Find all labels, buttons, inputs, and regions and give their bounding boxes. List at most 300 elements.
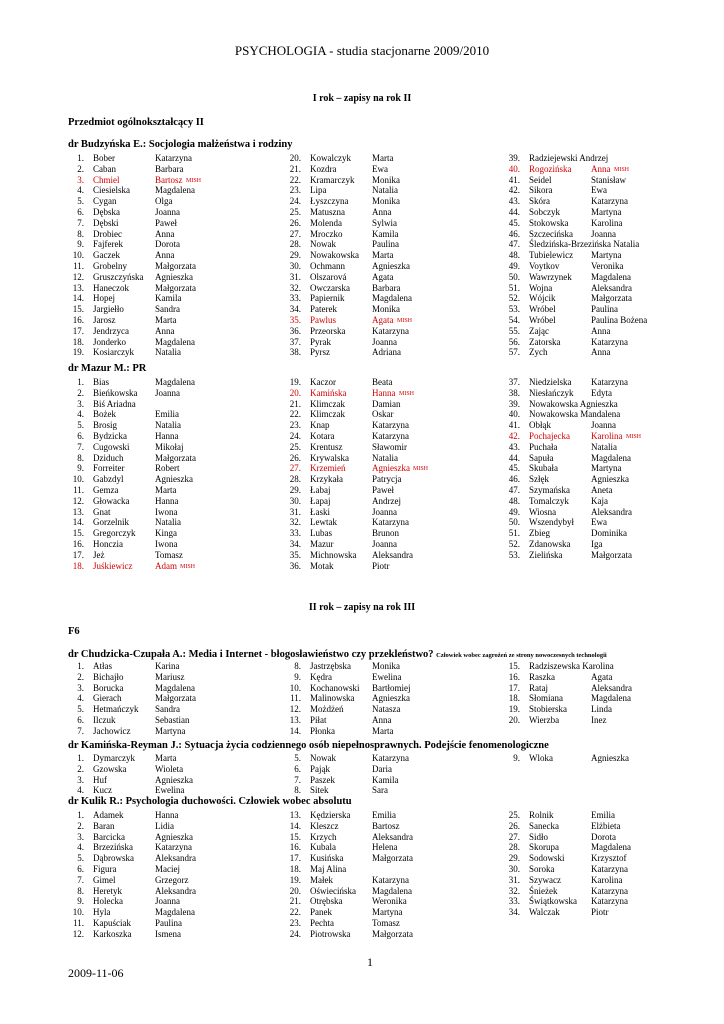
first-name: Katarzyna (591, 896, 628, 907)
surname: Kędra (310, 671, 332, 682)
entry-number: 26. (289, 217, 301, 228)
entry-number: 1. (77, 377, 84, 387)
surname: Molenda (310, 217, 342, 228)
entry-number: 34. (289, 538, 301, 549)
first-name: Dominika (591, 528, 627, 539)
surname: Sodowski (529, 853, 565, 864)
surname: Figura (93, 863, 117, 874)
entry-number: 5. (77, 196, 84, 207)
entry-number: 7. (77, 725, 84, 736)
entry-number: 21. (289, 398, 301, 409)
surname: Sanecka (529, 820, 559, 831)
surname: Brosig (93, 420, 118, 431)
entry-number: 8. (77, 452, 84, 463)
entry-number: 13. (72, 506, 84, 517)
page-number: 1 (367, 955, 373, 969)
surname: Papiernik (310, 293, 345, 304)
first-name: Katarzyna (591, 885, 628, 896)
entry-number: 18. (72, 560, 84, 571)
first-name: Sandra (155, 304, 180, 315)
first-name: Marta (155, 314, 177, 325)
entry-number: 46. (508, 228, 520, 239)
first-name: Piotr (372, 560, 390, 571)
entry-number: 5. (294, 753, 301, 763)
surname: Radziejewski Andrzej (529, 153, 609, 163)
surname: Zych (529, 347, 548, 358)
first-name: Magdalena (155, 336, 195, 347)
surname: Ciesielska (93, 185, 130, 196)
entry-number: 15. (289, 831, 301, 842)
first-name: Bartosz (372, 820, 400, 831)
entry-number: 15. (72, 528, 84, 539)
surname: Paterek (310, 304, 337, 315)
first-name: Martyna (155, 725, 186, 736)
entry-number: 3. (77, 682, 84, 693)
entry-number: 4. (77, 185, 84, 196)
mish-badge: MISH (413, 466, 429, 473)
entry-number: 4. (77, 785, 84, 796)
surname: Hopej (93, 293, 115, 304)
first-name: Natalia (155, 517, 181, 528)
surname: Biś Ariadna (93, 398, 136, 409)
entry-number: 21. (289, 896, 301, 907)
first-name: Iwona (155, 538, 178, 549)
entry-number: 20. (289, 885, 301, 896)
first-name: Magdalena (155, 907, 195, 918)
entry-number: 13. (289, 714, 301, 725)
first-name: Agnieszka (155, 831, 193, 842)
mish-badge: MISH (626, 433, 642, 440)
surname: Ochmann (310, 260, 345, 271)
surname: Atłas (93, 661, 112, 671)
entry-number: 42. (508, 430, 520, 441)
first-name: Marta (155, 753, 177, 763)
entry-number: 24. (289, 430, 301, 441)
first-name: Weronika (372, 896, 407, 907)
surname: Kusińska (310, 853, 344, 864)
first-name: Adriana (372, 347, 401, 358)
entry-number: 11. (73, 917, 84, 928)
surname: Juśkiewicz (93, 560, 133, 571)
surname: Gnat (93, 506, 111, 517)
first-name: Katarzyna (372, 325, 409, 336)
entry-number: 28. (508, 842, 520, 853)
entry-number: 5. (77, 704, 84, 715)
surname: Jendrzyca (93, 325, 129, 336)
surname: Jarosz (93, 314, 116, 325)
first-name: Paulina (155, 917, 182, 928)
first-name: Katarzyna (372, 430, 409, 441)
first-name: Sebastian (155, 714, 190, 725)
first-name: Emilia (155, 409, 179, 420)
entry-number: 52. (508, 293, 520, 304)
first-name: Magdalena (155, 682, 195, 693)
first-name: Joanna (155, 896, 180, 907)
entry-number: 17. (289, 853, 301, 864)
entry-number: 2. (77, 763, 84, 774)
first-name: Sylwia (372, 217, 398, 228)
page-header: PSYCHOLOGIA - studia stacjonarne 2009/2010 (234, 43, 490, 58)
entry-number: 5. (77, 420, 84, 431)
group-title-chudzicka-text: dr Chudzicka-Czupała A.: Media i Internet - błogosławieństwo czy przekleństwo? (68, 649, 434, 660)
first-name: Andrzej (372, 495, 401, 506)
first-name: Maciej (155, 863, 180, 874)
entry-number: 19. (508, 704, 520, 715)
entry-number: 41. (508, 174, 520, 185)
first-name: Aleksandra (591, 282, 632, 293)
entry-number: 37. (289, 336, 301, 347)
first-name: Barbara (372, 282, 401, 293)
surname: Skubała (529, 463, 558, 474)
mish-badge: MISH (397, 317, 413, 324)
entry-number: 35. (289, 549, 301, 560)
entry-number: 34. (508, 907, 520, 918)
first-name: Oskar (372, 409, 394, 420)
first-name: Aleksandra (155, 885, 196, 896)
surname: Nowakowska Agnieszka (529, 398, 618, 409)
surname: Paszek (310, 774, 335, 785)
entry-number: 24. (289, 196, 301, 207)
entry-number: 22. (289, 174, 301, 185)
surname: Nowakowska Mandalena (529, 409, 621, 420)
first-name: Paweł (155, 217, 177, 228)
group-title-budzynska: dr Budzyńska E.: Socjologia małżeństwa i rodziny (68, 139, 293, 150)
surname: Bożek (93, 409, 116, 420)
entry-number: 22. (289, 409, 301, 420)
entry-number: 17. (72, 325, 84, 336)
first-name: Emilia (372, 810, 396, 820)
entry-number: 52. (508, 538, 520, 549)
surname: Karkoszka (93, 928, 132, 939)
entry-number: 9. (294, 671, 301, 682)
first-name: Natalia (155, 420, 181, 431)
first-name: Bartosz (155, 174, 183, 185)
first-name: Kaja (591, 495, 608, 506)
surname: Możdżeń (310, 704, 344, 715)
first-name: Aleksandra (591, 506, 632, 517)
entry-number: 7. (77, 217, 84, 228)
surname: Bober (93, 153, 115, 163)
surname: Obłąk (529, 420, 551, 431)
first-name: Anna (591, 325, 611, 336)
first-name: Małgorzata (155, 282, 196, 293)
first-name: Agnieszka (372, 693, 410, 704)
first-name: Iwona (155, 506, 178, 517)
first-name: Natasza (372, 704, 401, 715)
surname: Sitek (310, 785, 329, 796)
entry-number: 2. (77, 387, 84, 398)
entry-number: 1. (77, 153, 84, 163)
surname: Bieńkowska (93, 387, 138, 398)
surname: Kucz (93, 785, 112, 796)
surname: Nowakowska (310, 250, 359, 261)
entry-number: 31. (289, 506, 301, 517)
surname: Gemza (93, 484, 119, 495)
surname: Kaczor (310, 377, 336, 387)
surname: Jachowicz (93, 725, 131, 736)
surname: Sikora (529, 185, 553, 196)
first-name: Hanna (155, 810, 179, 820)
first-name: Anna (372, 714, 392, 725)
first-name: Linda (591, 704, 612, 715)
entry-number: 44. (508, 452, 520, 463)
surname: Jeż (93, 549, 105, 560)
entry-number: 30. (289, 495, 301, 506)
first-name: Ewelina (155, 785, 185, 796)
first-name: Agnieszka (591, 474, 629, 485)
surname: Wróbel (529, 314, 556, 325)
surname: Kramarczyk (310, 174, 355, 185)
entry-number: 31. (508, 874, 520, 885)
entry-number: 4. (77, 409, 84, 420)
entry-number: 51. (508, 528, 520, 539)
entry-number: 34. (289, 304, 301, 315)
surname: Kosiarczyk (93, 347, 134, 358)
surname: Owczarska (310, 282, 350, 293)
first-name: Małgorzata (591, 549, 632, 560)
first-name: Mikołaj (155, 441, 184, 452)
surname: Dębski (93, 217, 119, 228)
entry-number: 26. (508, 820, 520, 831)
entry-number: 3. (77, 398, 84, 409)
year1-heading: I rok – zapisy na rok II (312, 93, 412, 104)
entry-number: 24. (289, 928, 301, 939)
first-name: Tomasz (155, 549, 183, 560)
first-name: Katarzyna (591, 377, 628, 387)
entry-number: 1. (77, 753, 84, 763)
surname: Pyrak (310, 336, 331, 347)
entry-number: 7. (77, 874, 84, 885)
entry-number: 43. (508, 196, 520, 207)
entry-number: 19. (72, 347, 84, 358)
first-name: Emilia (591, 810, 615, 820)
surname: Bydzicka (93, 430, 127, 441)
first-name: Wioleta (155, 763, 184, 774)
entry-number: 26. (289, 452, 301, 463)
first-name: Agnieszka (372, 463, 410, 474)
first-name: Agata (591, 671, 613, 682)
entry-number: 9. (513, 753, 520, 763)
entry-number: 41. (508, 420, 520, 431)
entry-number: 33. (508, 896, 520, 907)
surname: Nowak (310, 239, 336, 250)
surname: Śnieżek (529, 885, 558, 896)
first-name: Lidia (155, 820, 174, 831)
surname: Gierach (93, 693, 122, 704)
entry-number: 18. (72, 336, 84, 347)
first-name: Karina (155, 661, 180, 671)
entry-number: 51. (508, 282, 520, 293)
first-name: Agnieszka (372, 260, 410, 271)
group-title-mazur: dr Mazur M.: PR (68, 363, 147, 374)
surname: Oświecińska (310, 885, 356, 896)
entry-number: 49. (508, 260, 520, 271)
first-name: Natalia (155, 347, 181, 358)
entry-number: 5. (77, 853, 84, 864)
first-name: Karolina (591, 217, 623, 228)
entry-number: 3. (77, 774, 84, 785)
first-name: Veronika (591, 260, 624, 271)
surname: Dziduch (93, 452, 124, 463)
first-name: Hanna (155, 495, 179, 506)
first-name: Tomasz (372, 917, 400, 928)
entry-number: 48. (508, 250, 520, 261)
surname: Piłat (310, 714, 327, 725)
surname: Kamińska (310, 387, 347, 398)
first-name: Marta (372, 153, 394, 163)
first-name: Agnieszka (155, 474, 193, 485)
entry-number: 25. (508, 810, 520, 820)
entry-number: 11. (73, 260, 84, 271)
entry-number: 32. (289, 517, 301, 528)
entry-number: 9. (77, 896, 84, 907)
surname: Klimczak (310, 398, 345, 409)
surname: Walczak (529, 907, 560, 918)
surname: Lipa (310, 185, 327, 196)
first-name: Aleksandra (372, 549, 413, 560)
first-name: Marta (372, 725, 394, 736)
surname: Michnowska (310, 549, 357, 560)
first-name: Hanna (372, 387, 396, 398)
surname: Motak (310, 560, 334, 571)
first-name: Katarzyna (591, 196, 628, 207)
surname: Łapaj (310, 495, 331, 506)
first-name: Anna (155, 228, 175, 239)
entry-number: 43. (508, 441, 520, 452)
surname: Matuszna (310, 206, 345, 217)
first-name: Agnieszka (591, 753, 629, 763)
surname: Radziszewska Karolina (529, 661, 614, 671)
first-name: Sandra (155, 704, 180, 715)
entry-number: 8. (77, 885, 84, 896)
entry-number: 11. (290, 693, 301, 704)
surname: Łyszczyna (310, 196, 349, 207)
entry-number: 37. (508, 377, 520, 387)
first-name: Anna (591, 163, 611, 174)
first-name: Katarzyna (372, 420, 409, 431)
surname: Rolnik (529, 810, 554, 820)
entry-number: 1. (77, 810, 84, 820)
surname: Stobierska (529, 704, 567, 715)
first-name: Mariusz (155, 671, 185, 682)
entry-number: 6. (77, 430, 84, 441)
surname: Szłęk (529, 474, 549, 485)
surname: Sobczyk (529, 206, 560, 217)
surname: Gabzdyl (93, 474, 124, 485)
first-name: Agata (372, 271, 394, 282)
first-name: Kamila (372, 774, 399, 785)
entry-number: 6. (77, 863, 84, 874)
surname: Huf (93, 774, 107, 785)
entry-number: 10. (72, 907, 84, 918)
entry-number: 33. (289, 528, 301, 539)
surname: Krzemień (310, 463, 346, 474)
entry-number: 6. (77, 206, 84, 217)
surname: Brzezińska (93, 842, 133, 853)
entry-number: 23. (289, 185, 301, 196)
surname: Olszarová (310, 271, 347, 282)
entry-number: 21. (289, 163, 301, 174)
surname: Małek (310, 874, 333, 885)
first-name: Ewa (591, 517, 607, 528)
surname: Wiosna (529, 506, 557, 517)
entry-number: 13. (72, 282, 84, 293)
surname: Bias (93, 377, 110, 387)
group-title-kulik: dr Kulik R.: Psychologia duchowości. Człowiek wobec absolutu (68, 796, 352, 807)
first-name: Ewelina (372, 671, 402, 682)
surname: Zielińska (529, 549, 563, 560)
first-name: Stanisław (591, 174, 626, 185)
mish-badge: MISH (399, 390, 415, 397)
entry-number: 20. (508, 714, 520, 725)
first-name: Małgorzata (372, 853, 413, 864)
first-name: Magdalena (591, 842, 631, 853)
surname: Hyla (93, 907, 111, 918)
entry-number: 20. (289, 153, 301, 163)
first-name: Patrycja (372, 474, 402, 485)
first-name: Aleksandra (591, 682, 632, 693)
entry-number: 45. (508, 217, 520, 228)
surname: Soroka (529, 863, 555, 874)
entry-number: 38. (508, 387, 520, 398)
first-name: Anna (372, 206, 392, 217)
group-title-kaminska-reyman: dr Kamińska-Reyman J.: Sytuacja życia codziennego osób niepełnosprawnych. Podejście fenomenologiczne (68, 740, 549, 751)
entry-number: 12. (72, 495, 84, 506)
entry-number: 14. (72, 293, 84, 304)
first-name: Magdalena (591, 452, 631, 463)
entry-number: 13. (289, 810, 301, 820)
first-name: Magdalena (372, 885, 412, 896)
entry-number: 27. (508, 831, 520, 842)
entry-number: 40. (508, 163, 520, 174)
entry-number: 17. (508, 682, 520, 693)
entry-number: 46. (508, 474, 520, 485)
surname: Kędzierska (310, 810, 351, 820)
surname: Zatorska (529, 336, 561, 347)
surname: Baran (93, 820, 115, 831)
surname: Kubala (310, 842, 336, 853)
entry-number: 2. (77, 163, 84, 174)
first-name: Joanna (591, 228, 616, 239)
surname: Niesłańczyk (529, 387, 574, 398)
first-name: Ewa (591, 185, 607, 196)
surname: Pechta (310, 917, 334, 928)
first-name: Kamila (372, 228, 399, 239)
entry-number: 28. (289, 474, 301, 485)
first-name: Katarzyna (591, 336, 628, 347)
surname: Łaski (310, 506, 330, 517)
surname: Kowalczyk (310, 153, 351, 163)
surname: Zbieg (529, 528, 550, 539)
entry-number: 3. (77, 831, 84, 842)
first-name: Agata (372, 314, 394, 325)
first-name: Agnieszka (155, 271, 193, 282)
entry-number: 30. (289, 260, 301, 271)
entry-number: 8. (294, 661, 301, 671)
first-name: Sławomir (372, 441, 407, 452)
surname: Gaczek (93, 250, 120, 261)
surname: Śledzińska-Brzezińska Natalia (529, 239, 640, 250)
entry-number: 36. (289, 560, 301, 571)
surname: Zdanowska (529, 538, 571, 549)
entry-number: 1. (77, 661, 84, 671)
first-name: Joanna (372, 506, 397, 517)
entry-number: 19. (289, 874, 301, 885)
first-name: Magdalena (155, 377, 195, 387)
surname: Rataj (529, 682, 548, 693)
surname: Maj Alina (310, 863, 347, 874)
first-name: Katarzyna (591, 863, 628, 874)
